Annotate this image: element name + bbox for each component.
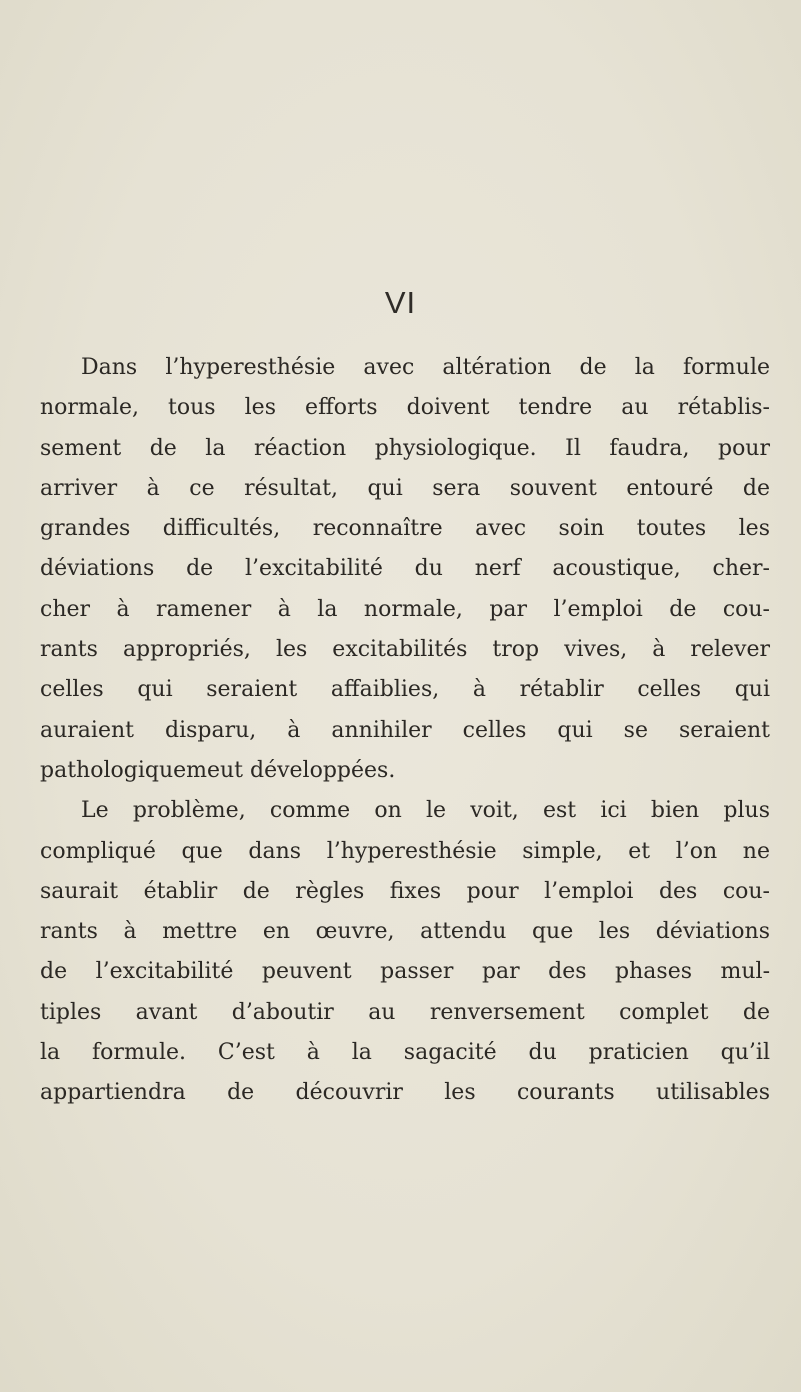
text-line: normale, tous les efforts doivent tendre au rétablis-: [40, 395, 770, 421]
text-line: grandes difficultés, reconnaître avec soin toutes les: [40, 516, 770, 542]
text-line: Dans l’hyperesthésie avec altération de la formule: [81, 355, 770, 380]
text-line: saurait établir de règles fixes pour l’emploi des cou-: [40, 878, 770, 904]
text-line: auraient disparu, à annihiler celles qui se seraient: [40, 717, 770, 743]
text-line: Le problème, comme on le voit, est ici bien plus: [81, 798, 770, 824]
text-line: appartiendra de découvrir les courants utilisables: [40, 1080, 770, 1106]
text-line: pathologiquemeut développées.: [40, 757, 396, 783]
text-line: la formule. C’est à la sagacité du praticien qu’il: [40, 1040, 770, 1066]
text-line: rants appropriés, les excitabilités trop vives, à relever: [40, 637, 770, 663]
text-line: celles qui seraient affaiblies, à rétablir celles qui: [40, 677, 770, 703]
text-line: déviations de l’excitabilité du nerf acoustique, cher-: [40, 556, 770, 582]
text-line: sement de la réaction physiologique. Il faudra, pour: [40, 435, 770, 461]
text-line: tiples avant d’aboutir au renversement complet de: [40, 999, 770, 1025]
text-line: compliqué que dans l’hyperesthésie simple, et l’on ne: [40, 838, 770, 864]
body-text: [40, 348, 770, 1114]
text-line: arriver à ce résultat, qui sera souvent entouré de: [40, 475, 770, 501]
chapter-heading: VI: [384, 285, 417, 320]
text-line: rants à mettre en œuvre, attendu que les déviations: [40, 919, 770, 945]
text-line: cher à ramener à la normale, par l’emploi de cou-: [40, 596, 770, 622]
text-line: de l’excitabilité peuvent passer par des phases mul-: [40, 959, 770, 985]
